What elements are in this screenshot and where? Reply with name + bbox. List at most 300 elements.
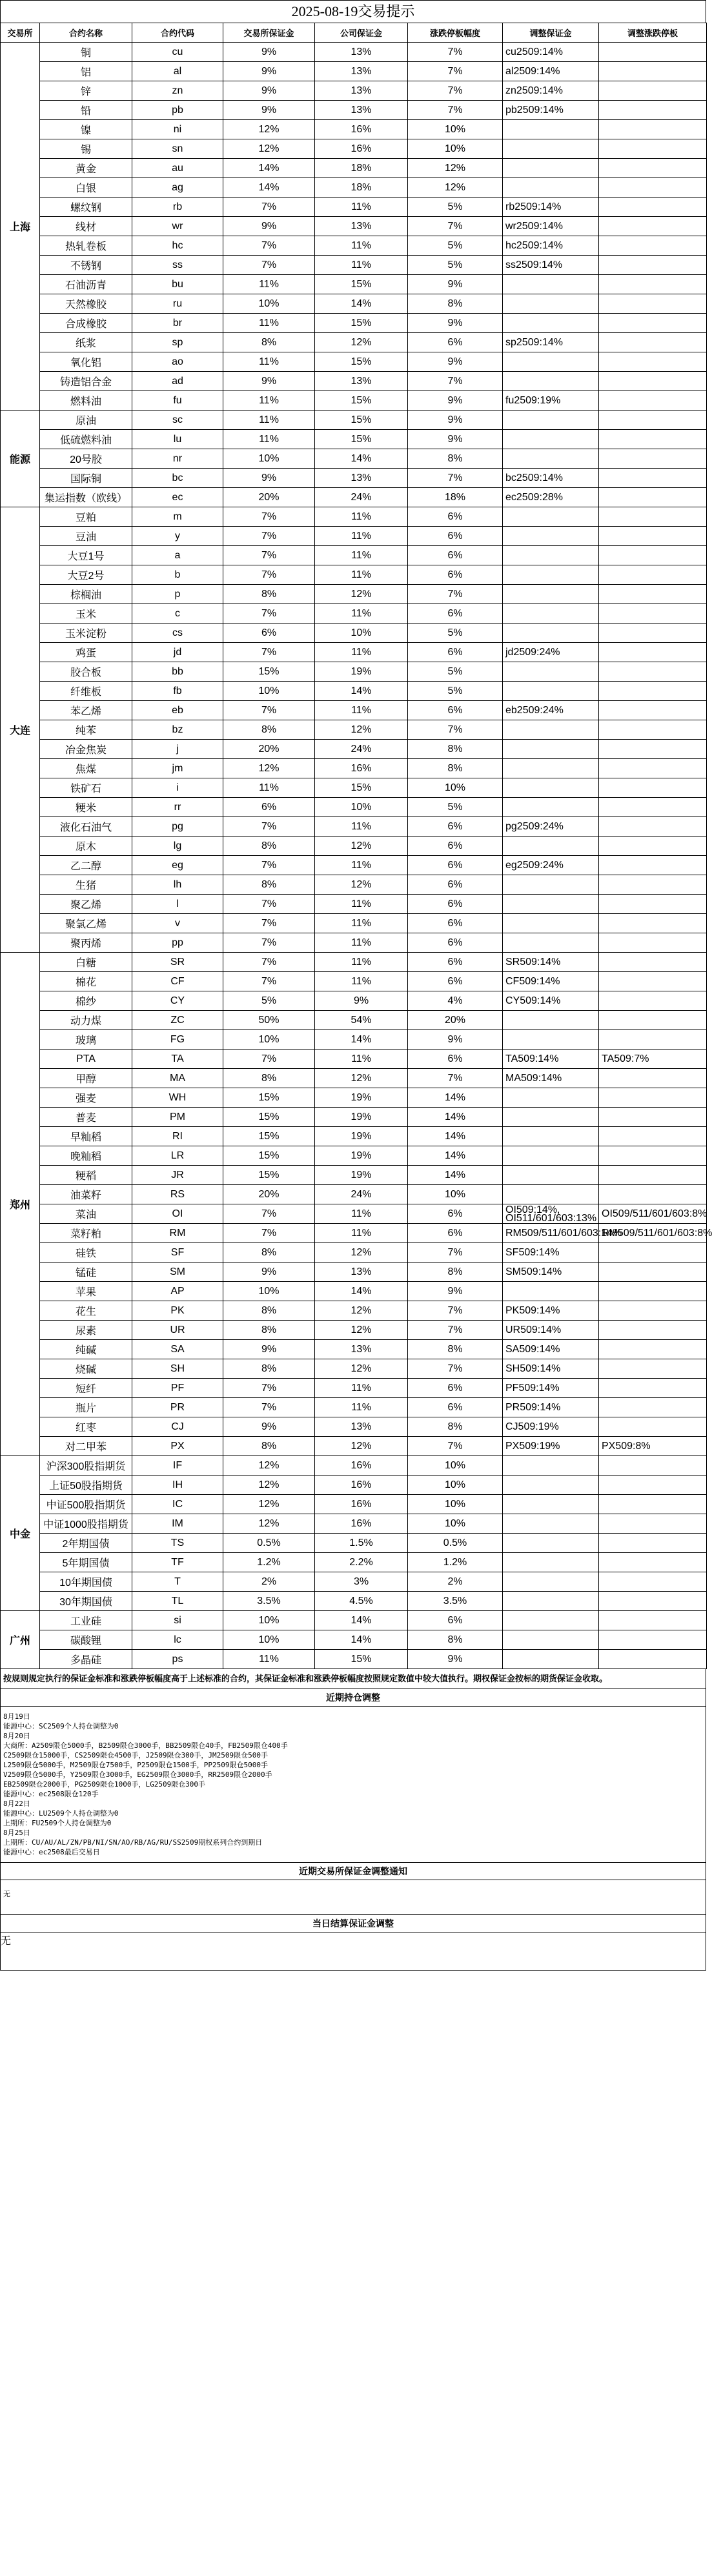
table-row <box>1 933 707 953</box>
table-row <box>1 720 707 740</box>
company-margin-cell: 15% <box>315 430 408 449</box>
exchange-margin-cell: 6% <box>223 624 315 643</box>
exchange-margin-cell: 7% <box>223 1398 315 1417</box>
exchange-cell: 能源 <box>1 411 40 507</box>
table-row <box>1 624 707 643</box>
adjusted-margin-cell <box>503 372 599 391</box>
adjusted-limit-cell <box>599 275 707 294</box>
table-row <box>1 1011 707 1030</box>
price-limit-cell: 5% <box>408 662 503 682</box>
adjusted-limit-cell <box>599 1514 707 1534</box>
price-limit-cell: 8% <box>408 759 503 778</box>
adjusted-margin-cell: OI509:14%, OI511/601/603:13% <box>503 1204 599 1224</box>
adjusted-margin-cell <box>503 914 599 933</box>
company-margin-cell: 4.5% <box>315 1592 408 1611</box>
company-margin-cell: 11% <box>315 527 408 546</box>
exchange-margin-cell: 9% <box>223 372 315 391</box>
price-limit-cell: 9% <box>408 275 503 294</box>
contract-name-cell: 螺纹钢 <box>40 198 132 217</box>
company-margin-cell: 12% <box>315 837 408 856</box>
adjusted-margin-cell <box>503 1456 599 1476</box>
company-margin-cell: 54% <box>315 1011 408 1030</box>
column-header: 交易所 <box>1 23 40 43</box>
exchange-margin-cell: 8% <box>223 1321 315 1340</box>
contract-code-cell: au <box>132 159 223 178</box>
contract-code-cell: sp <box>132 333 223 352</box>
adjusted-limit-cell <box>599 236 707 256</box>
adjusted-margin-cell <box>503 933 599 953</box>
contract-name-cell: 铁矿石 <box>40 778 132 798</box>
adjusted-limit-cell <box>599 1088 707 1108</box>
adjusted-limit-cell <box>599 1340 707 1359</box>
table-row <box>1 643 707 662</box>
adjusted-margin-cell <box>503 1572 599 1592</box>
exchange-margin-cell: 6% <box>223 798 315 817</box>
company-margin-cell: 13% <box>315 101 408 120</box>
price-limit-cell: 7% <box>408 372 503 391</box>
price-limit-cell: 8% <box>408 1340 503 1359</box>
exchange-margin-cell: 1.2% <box>223 1553 315 1572</box>
exchange-margin-cell: 8% <box>223 1069 315 1088</box>
exchange-margin-cell: 20% <box>223 488 315 507</box>
table-row <box>1 1476 707 1495</box>
contract-code-cell: LR <box>132 1146 223 1166</box>
contract-code-cell: j <box>132 740 223 759</box>
margin-notice-heading: 近期交易所保证金调整通知 <box>0 1863 706 1880</box>
exchange-margin-cell: 7% <box>223 198 315 217</box>
adjusted-limit-cell <box>599 314 707 333</box>
rule-note: 按规则规定执行的保证金标准和涨跌停板幅度高于上述标准的合约，其保证金标准和涨跌停板幅度按照规定数值中较大值执行。期权保证金按标的期货保证金收取。 <box>0 1669 706 1689</box>
company-margin-cell: 14% <box>315 449 408 469</box>
contract-code-cell: sc <box>132 411 223 430</box>
price-limit-cell: 7% <box>408 1069 503 1088</box>
table-row <box>1 391 707 411</box>
company-margin-cell: 3% <box>315 1572 408 1592</box>
contract-code-cell: CY <box>132 991 223 1011</box>
company-margin-cell: 11% <box>315 972 408 991</box>
contract-code-cell: PM <box>132 1108 223 1127</box>
contract-name-cell: 玻璃 <box>40 1030 132 1050</box>
adjusted-margin-cell: bc2509:14% <box>503 469 599 488</box>
contract-name-cell: 玉米淀粉 <box>40 624 132 643</box>
price-limit-cell: 8% <box>408 1417 503 1437</box>
price-limit-cell: 6% <box>408 527 503 546</box>
table-row <box>1 1263 707 1282</box>
contract-code-cell: PR <box>132 1398 223 1417</box>
company-margin-cell: 13% <box>315 469 408 488</box>
contract-name-cell: 工业硅 <box>40 1611 132 1630</box>
exchange-margin-cell: 7% <box>223 256 315 275</box>
adjusted-limit-cell <box>599 1630 707 1650</box>
price-limit-cell: 7% <box>408 1437 503 1456</box>
contract-name-cell: 对二甲苯 <box>40 1437 132 1456</box>
contract-name-cell: 锰硅 <box>40 1263 132 1282</box>
contract-name-cell: 黄金 <box>40 159 132 178</box>
contract-name-cell: 聚丙烯 <box>40 933 132 953</box>
price-limit-cell: 7% <box>408 720 503 740</box>
table-row <box>1 972 707 991</box>
company-margin-cell: 16% <box>315 759 408 778</box>
contract-name-cell: 瓶片 <box>40 1398 132 1417</box>
adjusted-limit-cell <box>599 991 707 1011</box>
adjusted-limit-cell <box>599 430 707 449</box>
adjusted-margin-cell: ec2509:28% <box>503 488 599 507</box>
price-limit-cell: 6% <box>408 604 503 624</box>
position-adjust-heading: 近期持仓调整 <box>0 1689 706 1707</box>
contract-code-cell: SH <box>132 1359 223 1379</box>
adjusted-limit-cell <box>599 1030 707 1050</box>
table-row <box>1 178 707 198</box>
adjusted-margin-cell <box>503 662 599 682</box>
company-margin-cell: 12% <box>315 333 408 352</box>
adjusted-limit-cell <box>599 720 707 740</box>
company-margin-cell: 12% <box>315 1069 408 1088</box>
company-margin-cell: 16% <box>315 1514 408 1534</box>
adjusted-margin-cell: PF509:14% <box>503 1379 599 1398</box>
contract-code-cell: sn <box>132 139 223 159</box>
table-row <box>1 1417 707 1437</box>
contract-code-cell: al <box>132 62 223 81</box>
exchange-margin-cell: 7% <box>223 914 315 933</box>
exchange-margin-cell: 10% <box>223 1611 315 1630</box>
table-row <box>1 778 707 798</box>
adjusted-limit-cell <box>599 604 707 624</box>
contract-name-cell: 30年期国债 <box>40 1592 132 1611</box>
adjusted-margin-cell <box>503 1553 599 1572</box>
adjusted-limit-cell <box>599 759 707 778</box>
adjusted-margin-cell <box>503 740 599 759</box>
adjusted-limit-cell <box>599 1398 707 1417</box>
price-limit-cell: 12% <box>408 178 503 198</box>
company-margin-cell: 18% <box>315 178 408 198</box>
adjusted-limit-cell <box>599 1282 707 1301</box>
contract-code-cell: ps <box>132 1650 223 1669</box>
contract-code-cell: nr <box>132 449 223 469</box>
adjusted-limit-cell <box>599 1185 707 1204</box>
price-limit-cell: 5% <box>408 798 503 817</box>
price-limit-cell: 6% <box>408 972 503 991</box>
table-row <box>1 759 707 778</box>
table-row <box>1 1146 707 1166</box>
company-margin-cell: 15% <box>315 778 408 798</box>
adjusted-margin-cell: al2509:14% <box>503 62 599 81</box>
price-limit-cell: 5% <box>408 624 503 643</box>
exchange-margin-cell: 12% <box>223 1456 315 1476</box>
table-row <box>1 1069 707 1088</box>
price-limit-cell: 10% <box>408 139 503 159</box>
price-limit-cell: 9% <box>408 430 503 449</box>
table-row <box>1 1456 707 1476</box>
table-row <box>1 1185 707 1204</box>
adjusted-margin-cell <box>503 875 599 895</box>
contract-name-cell: 尿素 <box>40 1321 132 1340</box>
contract-code-cell: IC <box>132 1495 223 1514</box>
exchange-margin-cell: 12% <box>223 1476 315 1495</box>
exchange-margin-cell: 10% <box>223 682 315 701</box>
adjusted-limit-cell <box>599 294 707 314</box>
adjusted-limit-cell <box>599 1495 707 1514</box>
settle-adjust-body: 无 <box>0 1932 706 1971</box>
contract-code-cell: cu <box>132 43 223 62</box>
contract-code-cell: b <box>132 565 223 585</box>
exchange-margin-cell: 7% <box>223 933 315 953</box>
contract-code-cell: v <box>132 914 223 933</box>
table-row <box>1 1050 707 1069</box>
company-margin-cell: 13% <box>315 1417 408 1437</box>
contract-name-cell: 5年期国债 <box>40 1553 132 1572</box>
exchange-margin-cell: 15% <box>223 662 315 682</box>
price-limit-cell: 10% <box>408 1514 503 1534</box>
contract-name-cell: 普麦 <box>40 1108 132 1127</box>
table-row <box>1 314 707 333</box>
contract-code-cell: CF <box>132 972 223 991</box>
contract-name-cell: 纯苯 <box>40 720 132 740</box>
price-limit-cell: 9% <box>408 391 503 411</box>
table-row <box>1 1611 707 1630</box>
adjusted-limit-cell <box>599 449 707 469</box>
exchange-margin-cell: 9% <box>223 469 315 488</box>
contract-name-cell: 白银 <box>40 178 132 198</box>
adjusted-margin-cell: zn2509:14% <box>503 81 599 101</box>
adjusted-margin-cell: sp2509:14% <box>503 333 599 352</box>
adjusted-limit-cell <box>599 469 707 488</box>
adjusted-margin-cell: CY509:14% <box>503 991 599 1011</box>
table-row <box>1 1553 707 1572</box>
table-row <box>1 565 707 585</box>
adjusted-limit-cell <box>599 1263 707 1282</box>
exchange-margin-cell: 15% <box>223 1127 315 1146</box>
contract-code-cell: ru <box>132 294 223 314</box>
table-row <box>1 217 707 236</box>
adjusted-limit-cell <box>599 507 707 527</box>
company-margin-cell: 11% <box>315 1204 408 1224</box>
adjusted-limit-cell <box>599 159 707 178</box>
table-row <box>1 991 707 1011</box>
company-margin-cell: 12% <box>315 1243 408 1263</box>
adjusted-limit-cell <box>599 1127 707 1146</box>
contract-code-cell: lc <box>132 1630 223 1650</box>
adjusted-margin-cell <box>503 1030 599 1050</box>
adjusted-margin-cell <box>503 565 599 585</box>
table-row <box>1 1592 707 1611</box>
contract-code-cell: c <box>132 604 223 624</box>
adjusted-margin-cell <box>503 1611 599 1630</box>
table-row <box>1 1108 707 1127</box>
contract-name-cell: 沪深300股指期货 <box>40 1456 132 1476</box>
exchange-margin-cell: 11% <box>223 391 315 411</box>
adjusted-margin-cell <box>503 1011 599 1030</box>
exchange-margin-cell: 8% <box>223 1359 315 1379</box>
price-limit-cell: 20% <box>408 1011 503 1030</box>
contract-name-cell: 热轧卷板 <box>40 236 132 256</box>
adjusted-margin-cell: ss2509:14% <box>503 256 599 275</box>
adjusted-limit-cell <box>599 120 707 139</box>
exchange-margin-cell: 5% <box>223 991 315 1011</box>
exchange-margin-cell: 3.5% <box>223 1592 315 1611</box>
contract-code-cell: WH <box>132 1088 223 1108</box>
adjusted-limit-cell <box>599 546 707 565</box>
column-header: 合约名称 <box>40 23 132 43</box>
adjusted-margin-cell <box>503 720 599 740</box>
contract-name-cell: 10年期国债 <box>40 1572 132 1592</box>
adjusted-limit-cell <box>599 1611 707 1630</box>
adjusted-limit-cell <box>599 333 707 352</box>
price-limit-cell: 18% <box>408 488 503 507</box>
contract-name-cell: 菜籽粕 <box>40 1224 132 1243</box>
company-margin-cell: 11% <box>315 565 408 585</box>
exchange-margin-cell: 10% <box>223 294 315 314</box>
table-row <box>1 798 707 817</box>
adjusted-limit-cell <box>599 527 707 546</box>
exchange-margin-cell: 7% <box>223 507 315 527</box>
contract-code-cell: bb <box>132 662 223 682</box>
adjusted-limit-cell <box>599 1592 707 1611</box>
company-margin-cell: 15% <box>315 352 408 372</box>
contract-code-cell: pb <box>132 101 223 120</box>
price-limit-cell: 7% <box>408 1321 503 1340</box>
adjusted-limit-cell <box>599 662 707 682</box>
price-limit-cell: 14% <box>408 1166 503 1185</box>
adjusted-margin-cell <box>503 1282 599 1301</box>
adjusted-limit-cell <box>599 372 707 391</box>
price-limit-cell: 5% <box>408 236 503 256</box>
adjusted-margin-cell: pb2509:14% <box>503 101 599 120</box>
adjusted-limit-cell <box>599 1321 707 1340</box>
exchange-margin-cell: 9% <box>223 101 315 120</box>
adjusted-limit-cell <box>599 1166 707 1185</box>
adjusted-margin-cell: CJ509:19% <box>503 1417 599 1437</box>
price-limit-cell: 14% <box>408 1088 503 1108</box>
table-row <box>1 1224 707 1243</box>
adjusted-margin-cell <box>503 314 599 333</box>
company-margin-cell: 15% <box>315 411 408 430</box>
price-limit-cell: 6% <box>408 914 503 933</box>
adjusted-margin-cell: SA509:14% <box>503 1340 599 1359</box>
company-margin-cell: 11% <box>315 1050 408 1069</box>
exchange-margin-cell: 9% <box>223 43 315 62</box>
exchange-margin-cell: 7% <box>223 895 315 914</box>
exchange-margin-cell: 8% <box>223 837 315 856</box>
table-row <box>1 81 707 101</box>
price-limit-cell: 10% <box>408 1185 503 1204</box>
price-limit-cell: 7% <box>408 43 503 62</box>
exchange-margin-cell: 7% <box>223 546 315 565</box>
exchange-margin-cell: 10% <box>223 1030 315 1050</box>
contract-code-cell: SF <box>132 1243 223 1263</box>
contract-name-cell: 国际铜 <box>40 469 132 488</box>
table-row <box>1 1630 707 1650</box>
contract-name-cell: 大豆1号 <box>40 546 132 565</box>
price-limit-cell: 7% <box>408 469 503 488</box>
company-margin-cell: 14% <box>315 1611 408 1630</box>
adjusted-limit-cell <box>599 778 707 798</box>
column-header: 调整涨跌停板 <box>599 23 707 43</box>
company-margin-cell: 16% <box>315 1476 408 1495</box>
contract-code-cell: SA <box>132 1340 223 1359</box>
adjusted-limit-cell <box>599 701 707 720</box>
adjusted-margin-cell: RM509/511/601/603:14% <box>503 1224 599 1243</box>
table-row <box>1 1514 707 1534</box>
contract-name-cell: 硅铁 <box>40 1243 132 1263</box>
price-limit-cell: 7% <box>408 585 503 604</box>
price-limit-cell: 9% <box>408 314 503 333</box>
exchange-margin-cell: 14% <box>223 178 315 198</box>
price-limit-cell: 10% <box>408 120 503 139</box>
exchange-cell: 郑州 <box>1 953 40 1456</box>
price-limit-cell: 6% <box>408 643 503 662</box>
contract-name-cell: 动力煤 <box>40 1011 132 1030</box>
adjusted-limit-cell: PX509:8% <box>599 1437 707 1456</box>
table-row <box>1 159 707 178</box>
exchange-margin-cell: 9% <box>223 81 315 101</box>
contract-code-cell: pg <box>132 817 223 837</box>
adjusted-margin-cell: PR509:14% <box>503 1398 599 1417</box>
adjusted-limit-cell <box>599 1379 707 1398</box>
company-margin-cell: 12% <box>315 1359 408 1379</box>
price-limit-cell: 6% <box>408 1204 503 1224</box>
contract-name-cell: 上证50股指期货 <box>40 1476 132 1495</box>
contract-code-cell: SR <box>132 953 223 972</box>
adjusted-margin-cell <box>503 1592 599 1611</box>
adjusted-limit-cell <box>599 256 707 275</box>
company-margin-cell: 12% <box>315 1437 408 1456</box>
company-margin-cell: 15% <box>315 314 408 333</box>
adjusted-margin-cell <box>503 1650 599 1669</box>
exchange-margin-cell: 11% <box>223 314 315 333</box>
adjusted-limit-cell <box>599 565 707 585</box>
adjusted-margin-cell: hc2509:14% <box>503 236 599 256</box>
adjusted-margin-cell <box>503 585 599 604</box>
adjusted-margin-cell <box>503 449 599 469</box>
table-row <box>1 662 707 682</box>
table-row <box>1 953 707 972</box>
adjusted-limit-cell <box>599 817 707 837</box>
exchange-margin-cell: 11% <box>223 1650 315 1669</box>
contract-code-cell: FG <box>132 1030 223 1050</box>
price-limit-cell: 12% <box>408 159 503 178</box>
exchange-margin-cell: 9% <box>223 217 315 236</box>
price-limit-cell: 7% <box>408 62 503 81</box>
table-row <box>1 682 707 701</box>
exchange-margin-cell: 9% <box>223 1263 315 1282</box>
contract-code-cell: eb <box>132 701 223 720</box>
contract-code-cell: l <box>132 895 223 914</box>
adjusted-margin-cell <box>503 682 599 701</box>
company-margin-cell: 11% <box>315 953 408 972</box>
table-row <box>1 1282 707 1301</box>
adjusted-margin-cell <box>503 411 599 430</box>
contract-code-cell: hc <box>132 236 223 256</box>
adjusted-limit-cell <box>599 1011 707 1030</box>
table-row <box>1 546 707 565</box>
exchange-margin-cell: 7% <box>223 953 315 972</box>
contract-name-cell: 中证500股指期货 <box>40 1495 132 1514</box>
price-limit-cell: 6% <box>408 953 503 972</box>
contract-name-cell: 红枣 <box>40 1417 132 1437</box>
contract-code-cell: jm <box>132 759 223 778</box>
adjusted-limit-cell: TA509:7% <box>599 1050 707 1069</box>
contract-code-cell: T <box>132 1572 223 1592</box>
table-row <box>1 256 707 275</box>
price-limit-cell: 5% <box>408 682 503 701</box>
company-margin-cell: 9% <box>315 991 408 1011</box>
exchange-cell: 上海 <box>1 43 40 411</box>
contract-code-cell: JR <box>132 1166 223 1185</box>
contract-name-cell: 大豆2号 <box>40 565 132 585</box>
table-row <box>1 1495 707 1514</box>
company-margin-cell: 12% <box>315 720 408 740</box>
exchange-margin-cell: 20% <box>223 1185 315 1204</box>
